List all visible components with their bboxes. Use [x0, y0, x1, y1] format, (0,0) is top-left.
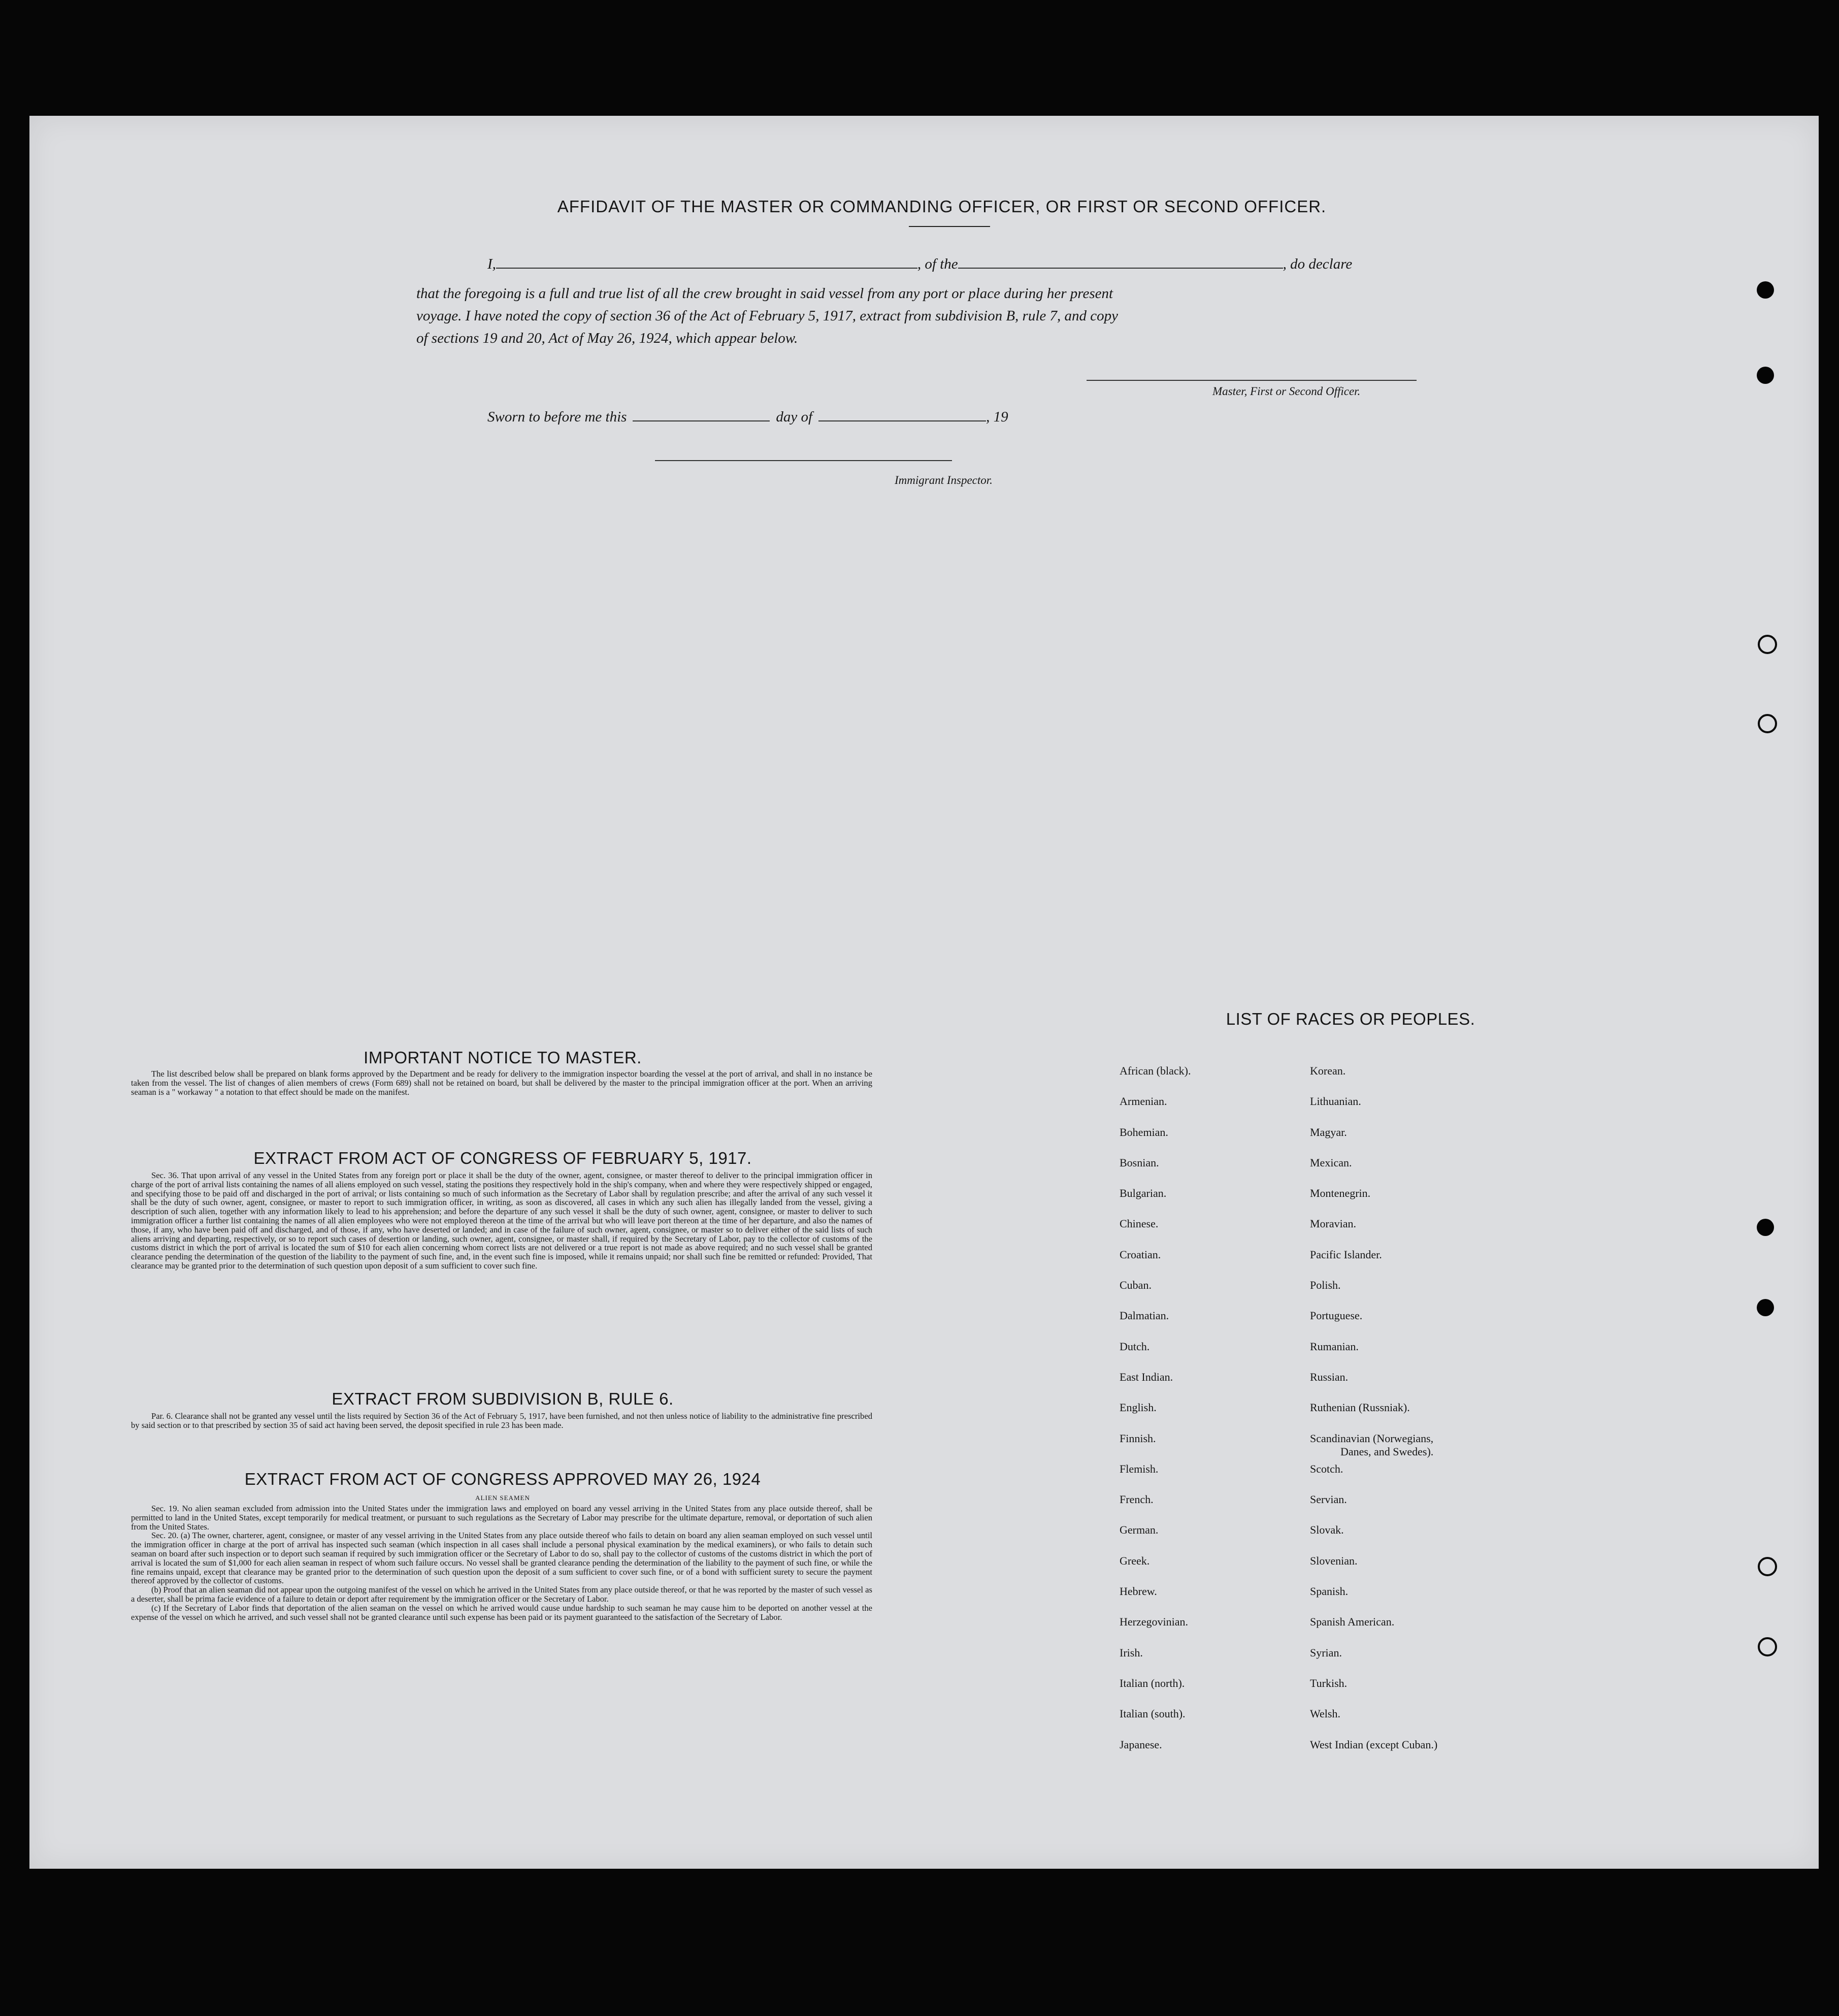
race-item: Italian (north). [1120, 1676, 1185, 1689]
race-item: French. [1120, 1493, 1154, 1506]
race-item: Korean. [1310, 1064, 1346, 1077]
section-20b-text: (b) Proof that an alien seaman did not appear upon the outgoing manifest of the vessel on which he arrived in the United States from any place outside thereof, or that he was reported by the master of such vessel as a deserter, shall be prima facie evidence of a failure to detain or deport after requirement by the immigration officer or the Secretary of Labor. [131, 1585, 872, 1604]
section-20a-text: Sec. 20. (a) The owner, charterer, agent, consignee, or master of any vessel arriving in the United States from any place outside thereof who fails to detain on board any alien seaman employed on such vessel until the immigration officer in charge at the port of arrival has inspected such seaman (which inspection in all cases shall include a personal physical examination by the medical examiners), or who fails to detain such seaman on board after such inspection or to deport such seaman if required by such immigration officer or the Secretary of Labor to do so, shall pay to the collector of customs of the customs district in which the port of arrival is located the sum of $1,000 for each alien seaman in respect of whom such failure occurs. No vessel shall be granted clearance pending the determination of the liability to the payment of such fine, or while the fine remains unpaid, except that clearance may be granted prior to the determination of such question upon the deposit of a sum sufficient to cover such fine, or of a bond with sufficient surety to secure the payment thereof approved by the collector of customs. [131, 1531, 872, 1586]
race-item: Slovenian. [1310, 1554, 1358, 1567]
race-item: Magyar. [1310, 1125, 1347, 1139]
race-item: Montenegrin. [1310, 1187, 1371, 1200]
race-item: English. [1120, 1401, 1157, 1414]
rule-6-paragraph [131, 1412, 872, 1430]
affidavit-text-line: of sections 19 and 20, Act of May 26, 1924, which appear below. [416, 330, 798, 346]
punch-hole [1757, 1299, 1774, 1316]
master-signature-line[interactable] [1087, 380, 1417, 381]
race-item: Servian. [1310, 1493, 1347, 1506]
race-item: Slovak. [1310, 1523, 1344, 1537]
race-item: Italian (south). [1120, 1707, 1186, 1720]
race-item: Portuguese. [1310, 1309, 1363, 1322]
punch-hole [1757, 281, 1774, 299]
race-item: Bosnian. [1120, 1156, 1159, 1169]
punch-hole [1758, 714, 1777, 733]
race-item: Pacific Islander. [1310, 1248, 1382, 1261]
race-item: Croatian. [1120, 1248, 1161, 1261]
sworn-month-blank[interactable] [818, 409, 986, 421]
punch-hole [1758, 635, 1777, 654]
affidavit-declaration-line [416, 256, 1437, 273]
race-item: Spanish. [1310, 1585, 1349, 1598]
affidavit-text-line: voyage. I have noted the copy of section 36 of the Act of February 5, 1917, extract from subdivision B, rule 7, and copy [416, 308, 1119, 324]
race-item: Rumanian. [1310, 1340, 1359, 1353]
races-right-column [1310, 1064, 1437, 1769]
vessel-name-blank[interactable] [958, 256, 1283, 269]
inspector-signature-label: Immigrant Inspector. [895, 474, 993, 486]
race-item: Herzegovinian. [1120, 1615, 1188, 1629]
race-item: Spanish American. [1310, 1615, 1395, 1629]
punch-hole [1757, 1219, 1774, 1236]
race-item: Turkish. [1310, 1676, 1348, 1689]
extract-1917-paragraph [131, 1171, 872, 1271]
notice-text: The list described below shall be prepared on blank forms approved by the Department and be ready for delivery to the immigration inspector boarding the vessel at the port of arrival, and shall in no instance be taken from the vessel. The list of changes of alien members of crews (Form 689) shall not be retained on board, but shall be delivered by the master to the principal immigration officer at the port. When an arriving seaman is a " workaway " a notation to that effect should be made on the manifest. [131, 1069, 872, 1097]
race-item: Dutch. [1120, 1340, 1150, 1353]
race-item: Mexican. [1310, 1156, 1352, 1169]
day-of-label: day of [776, 409, 813, 425]
race-item: Japanese. [1120, 1738, 1162, 1751]
race-item: West Indian (except Cuban.) [1310, 1738, 1438, 1751]
race-item: Bohemian. [1120, 1125, 1168, 1139]
race-item: Armenian. [1120, 1095, 1167, 1108]
race-item: Hebrew. [1120, 1585, 1157, 1598]
sworn-line [487, 409, 1008, 426]
extract-1924-paragraphs [131, 1504, 872, 1621]
sworn-label: Sworn to before me this [487, 409, 627, 425]
race-item: African (black). [1120, 1064, 1191, 1077]
affidavit-title: AFFIDAVIT OF THE MASTER OR COMMANDING OFFICER, OR FIRST OR SECOND OFFICER. [557, 197, 1327, 216]
race-item-scandinavian [1310, 1432, 1437, 1462]
race-item: Finnish. [1120, 1432, 1156, 1445]
master-signature-label: Master, First or Second Officer. [1212, 385, 1361, 398]
race-item: Irish. [1120, 1646, 1143, 1659]
races-title: LIST OF RACES OR PEOPLES. [1226, 1010, 1475, 1028]
race-item: Flemish. [1120, 1462, 1159, 1475]
alien-seamen-subtitle: ALIEN SEAMEN [475, 1494, 530, 1502]
inspector-signature-line[interactable] [655, 460, 952, 461]
race-item: Dalmatian. [1120, 1309, 1169, 1322]
race-item: East Indian. [1120, 1370, 1173, 1383]
punch-hole [1758, 1557, 1777, 1576]
rule-6-title: EXTRACT FROM SUBDIVISION B, RULE 6. [332, 1389, 674, 1408]
extract-1924-title: EXTRACT FROM ACT OF CONGRESS APPROVED MAY 26, 1924 [244, 1470, 761, 1488]
year-label: , 19 [986, 409, 1008, 425]
title-divider [909, 226, 990, 227]
affidavit-i-label: I, [487, 256, 496, 272]
race-item: Moravian. [1310, 1217, 1357, 1230]
race-item: German. [1120, 1523, 1159, 1537]
race-item-continuation: Danes, and Swedes). [1340, 1445, 1434, 1458]
notice-paragraph [131, 1069, 872, 1096]
affidavit-of-label: , of the [917, 256, 958, 272]
punch-hole [1758, 1637, 1777, 1656]
race-item: Cuban. [1120, 1279, 1152, 1292]
extract-1917-title: EXTRACT FROM ACT OF CONGRESS OF FEBRUARY 5, 1917. [253, 1149, 752, 1167]
race-item: Chinese. [1120, 1217, 1159, 1230]
race-item: Greek. [1120, 1554, 1150, 1567]
notice-title: IMPORTANT NOTICE TO MASTER. [364, 1048, 642, 1067]
punch-hole [1757, 367, 1774, 384]
race-item: Lithuanian. [1310, 1095, 1361, 1108]
races-left-column [1120, 1064, 1191, 1769]
affidavit-declare-label: , do declare [1283, 256, 1353, 272]
race-item-text: Scandinavian (Norwegians, [1310, 1432, 1434, 1445]
race-item: Ruthenian (Russniak). [1310, 1401, 1410, 1414]
race-item: Polish. [1310, 1279, 1341, 1292]
race-item: Syrian. [1310, 1646, 1342, 1659]
section-36-text: Sec. 36. That upon arrival of any vessel in the United States from any foreign port or place it shall be the duty of the owner, agent, consignee, or master thereof to deliver to the principal immigration officer in charge of the port of arrival lists containing the names of all aliens employed on such vessel, stating the positions they respectively hold in the ship's company, when and where they were respectively shipped or engaged, and specifying those to be paid off and discharged in the port of arrival; or lists containing so much of such information as the Secretary of Labor shall by regulation prescribe; and after the arrival of any such vessel it shall be the duty of such owner, agent, consignee, or master to report to such immigration officer, in writing, as soon as discovered, all cases in which any such alien has illegally landed from the vessel, giving a description of such alien, together with any information likely to lead to his apprehension; and before the departure of any such vessel it shall be the duty of such owner, agent, consignee, or master to deliver to such immigration officer a further list containing the names of all alien employees who were not employed thereon at the time of the arrival but who will leave port thereon at the time of her departure, and also the names of those, if any, who have been paid off and discharged, and of those, if any, who have deserted or landed; and in case of the failure of such owner, agent, consignee, or master so to deliver either of the said lists of such aliens arriving and departing, respectively, or so to report such cases of desertion or landing, such owner, agent, consignee, or master shall, if required by the Secretary of Labor, pay to the collector of customs of the customs district in which the port of arrival is located the sum of $10 for each alien concerning whom correct lists are not delivered or a true report is not made as above required; and no such vessel shall be granted clearance pending the determination of the question of the liability to the payment of such fine, and, in the event such fine is imposed, while it remains unpaid; nor shall such fine be remitted or refunded: Provided, That clearance may be granted prior to the determination of such question upon deposit of a sum sufficient to cover such fine. [131, 1170, 872, 1271]
section-20c-text: (c) If the Secretary of Labor finds that deportation of the alien seaman on the vessel on which he arrived would cause undue hardship to such seaman he may cause him to be deported on another vessel at the expense of the vessel on which he arrived, and such vessel shall not be granted clearance until such expense has been paid or its payment guaranteed to the satisfaction of the Secretary of Labor. [131, 1603, 872, 1622]
race-item: Bulgarian. [1120, 1187, 1167, 1200]
race-item: Russian. [1310, 1370, 1349, 1383]
sworn-day-blank[interactable] [633, 409, 770, 421]
rule-6-text: Par. 6. Clearance shall not be granted any vessel until the lists required by Section 36 of the Act of February 5, 1917, have been furnished, and not then unless notice of liability to the administrative fine prescribed by said section or to that prescribed by section 35 of said act having been served, the deposit specified in rule 23 has been made. [131, 1411, 872, 1430]
section-19-text: Sec. 19. No alien seaman excluded from admission into the United States under the immigration laws and employed on board any vessel arriving in the United States from any place outside thereof, shall be permitted to land in the United States, except temporarily for medical treatment, or pursuant to such regulations as the Secretary of Labor may prescribe for the ultimate departure, removal, or deportation of such alien from the United States. [131, 1504, 872, 1532]
master-name-blank[interactable] [496, 256, 917, 269]
affidavit-text-line: that the foregoing is a full and true list of all the crew brought in said vessel from any port or place during her present [416, 285, 1113, 302]
race-item: Scotch. [1310, 1462, 1343, 1475]
race-item: Welsh. [1310, 1707, 1340, 1720]
